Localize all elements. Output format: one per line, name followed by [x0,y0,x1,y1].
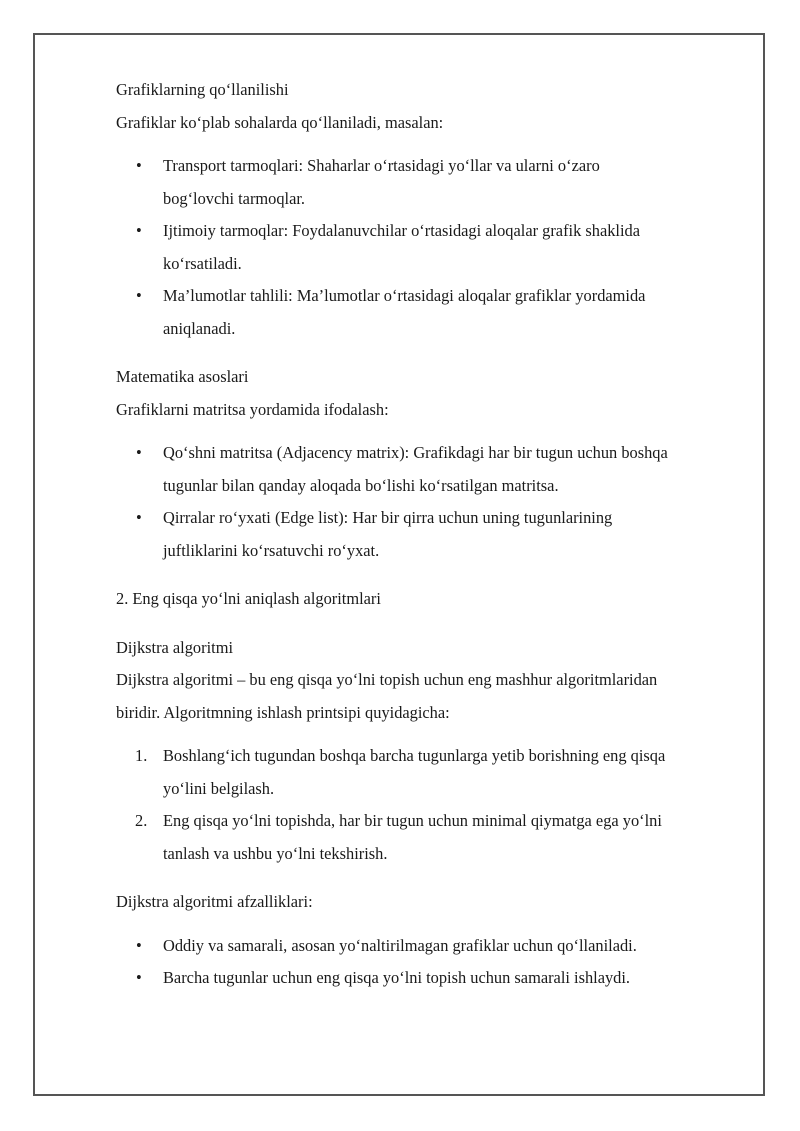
list-item-line: yo‘lini belgilash. [163,778,275,798]
section-title-math: Matematika asoslari [116,367,249,386]
list-item [116,150,756,215]
list-number: 2. [135,811,148,830]
list-item-line: ko‘rsatiladi. [163,253,242,273]
grafik-usage-list [116,150,756,345]
list-item [116,740,756,805]
bullet-icon: • [136,286,142,305]
matrix-representation-list [116,437,756,567]
bullet-icon: • [136,935,142,955]
list-item-line: Barcha tugunlar uchun eng qisqa yo‘lni topish uchun samarali ishlaydi. [163,968,631,987]
list-item [116,930,756,963]
section-title-advantages: Dijkstra algoritmi afzalliklari: [116,892,313,911]
list-item [116,280,756,345]
list-item-line: aniqlanadi. [163,318,236,338]
bullet-icon: • [136,221,142,240]
bullet-icon: • [136,443,142,462]
paragraph-dijkstra-intro-1: Dijkstra algoritmi – bu eng qisqa yo‘lni topish uchun eng mashhur algoritmlaridan [116,670,658,689]
list-item [116,805,756,870]
list-item-line: Qo‘shni matritsa (Adjacency matrix): Grafikdagi har bir tugun uchun boshqa [163,443,668,462]
document-body [116,74,756,995]
list-item-line: Eng qisqa yo‘lni topishda, har bir tugun uchun minimal qiymatga ega yo‘lni [163,811,662,830]
list-number: 1. [135,746,148,765]
section-heading-2: 2. Eng qisqa yo‘lni aniqlash algoritmlari [116,589,381,608]
list-item-line: Oddiy va samarali, asosan yo‘naltirilmagan grafiklar uchun qo‘llaniladi. [163,935,637,955]
list-item-line: Ijtimoiy tarmoqlar: Foydalanuvchilar o‘rtasidagi aloqalar grafik shaklida [163,221,641,240]
bullet-icon: • [136,508,142,527]
list-item [116,215,756,280]
list-item-line: Boshlang‘ich tugundan boshqa barcha tugunlarga yetib borishning eng qisqa [163,746,666,765]
advantages-list [116,930,756,995]
list-item-line: tanlash va ushbu yo‘lni tekshirish. [163,843,388,863]
bullet-icon: • [136,968,142,987]
paragraph-grafik-intro: Grafiklar ko‘plab sohalarda qo‘llaniladi, masalan: [116,112,444,132]
section-title-dijkstra: Dijkstra algoritmi [116,637,233,657]
dijkstra-steps-list [116,740,756,870]
list-item-line: Qirralar ro‘yxati (Edge list): Har bir qirra uchun uning tugunlarining [163,508,613,527]
list-item-line: bog‘lovchi tarmoqlar. [163,188,306,208]
list-item-line: tugunlar bilan qanday aloqada bo‘lishi ko‘rsatilgan matritsa. [163,475,559,495]
list-item-line: Transport tarmoqlari: Shaharlar o‘rtasidagi yo‘llar va ularni o‘zaro [163,156,600,175]
list-item [116,962,756,995]
paragraph-math-intro: Grafiklarni matritsa yordamida ifodalash: [116,399,389,419]
list-item-line: Ma’lumotlar tahlili: Ma’lumotlar o‘rtasidagi aloqalar grafiklar yordamida [163,286,646,305]
paragraph-dijkstra-intro-2: biridir. Algoritmning ishlash printsipi quyidagicha: [116,702,450,722]
bullet-icon: • [136,156,142,175]
list-item [116,437,756,502]
section-title-grafik: Grafiklarning qo‘llanilishi [116,80,289,99]
list-item [116,502,756,567]
list-item-line: juftliklarini ko‘rsatuvchi ro‘yxat. [163,540,380,560]
